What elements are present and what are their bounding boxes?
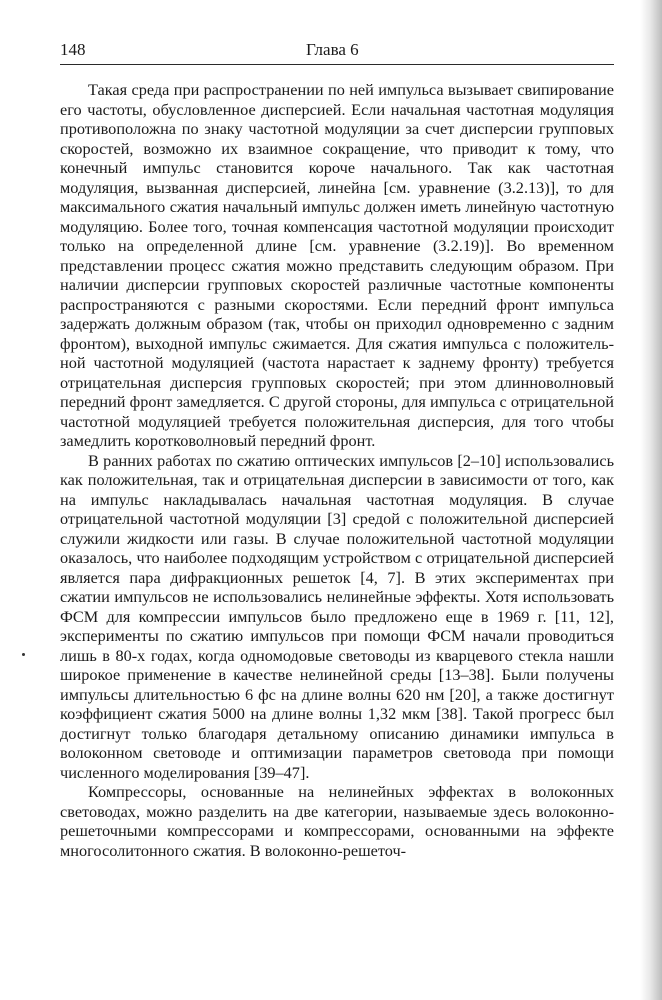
stray-dot-mark bbox=[22, 653, 25, 656]
page-edge-shadow bbox=[640, 0, 662, 1000]
header-rule bbox=[60, 64, 614, 65]
paragraph-1: Такая среда при распространении по ней импульса вызывает свипирование его частоты, обусловленное дисперсией. Если начальная частотная модуляция противоположна по знаку частотной модуляции за счет дисперсии групповых скоростей, возможно их взаимное сокращение, что приводит к тому, что конечный импульс становится короче начального. Так как частотная модуляция, вызванная дисперсией, линейна [см. уравнение (3.2.13)], то для максимального сжатия начальный импульс должен иметь линейную частотную модуляцию. Более того, точная компенсация частотной модуляции происходит только на определенной длине [см. уравнение (3.2.19)]. Во временном представлении процесс сжатия можно представить следующим образом. При наличии дисперсии групповых скоростей различные частотные компоненты распространяются с разными скоростями. Если передний фронт импульса задержать должным образом (так, чтобы он приходил одновременно с задним фронтом), выходной импульс сжимается. Для сжатия импульса с положительной частотной модуляцией (частота нарастает к заднему фронту) требуется отрицательная дисперсия групповых скоростей; при этом длинноволновый передний фронт замедляется. С другой стороны, для импульса с отрицательной частотной модуляцией требуется положительная дисперсия, для того чтобы замедлить коротковолновый передний фронт. bbox=[60, 80, 614, 450]
page-header bbox=[60, 40, 614, 62]
paragraph-3: Компрессоры, основанные на нелинейных эффектах в волоконных световодах, можно разделить на две категории, называемые здесь волоконно-решеточными компрессорами и компрессорами, основанными на эффекте многосолитонного сжатия. В волоконно-решеточ- bbox=[60, 782, 614, 860]
body-text bbox=[60, 80, 614, 860]
page-number: 148 bbox=[60, 40, 86, 59]
running-head: Глава 6 bbox=[306, 40, 359, 59]
paragraph-2: В ранних работах по сжатию оптических импульсов [2–10] использовались как положительная, так и отрицательная дисперсии в зависимости от того, как на импульс накладывалась начальная частотная модуляция. В случае отрицательной частотной модуляции [3] средой с положительной дисперсией служили жидкости или газы. В случае положительной частотной модуляции оказалось, что наиболее подходящим устройством с отрицательной дисперсией является пара дифракционных решеток [4, 7]. В этих экспериментах при сжатии импульсов не использовались нелинейные эффекты. Хотя использовать ФСМ для компрессии импульсов было предложено еще в 1969 г. [11, 12], эксперименты по сжатию импульсов при помощи ФСМ начали проводиться лишь в 80-х годах, когда одномодовые световоды из кварцевого стекла нашли широкое применение в качестве нелинейной среды [13–38]. Были получены импульсы длительностью 6 фс на длине волны 620 нм [20], а также достигнут коэффициент сжатия 5000 на длине волны 1,32 мкм [38]. Такой прогресс был достигнут только благодаря детальному описанию динамики импульса в волоконном световоде и оптимизации параметров световода при помощи численного моделирования [39–47]. bbox=[60, 450, 614, 782]
